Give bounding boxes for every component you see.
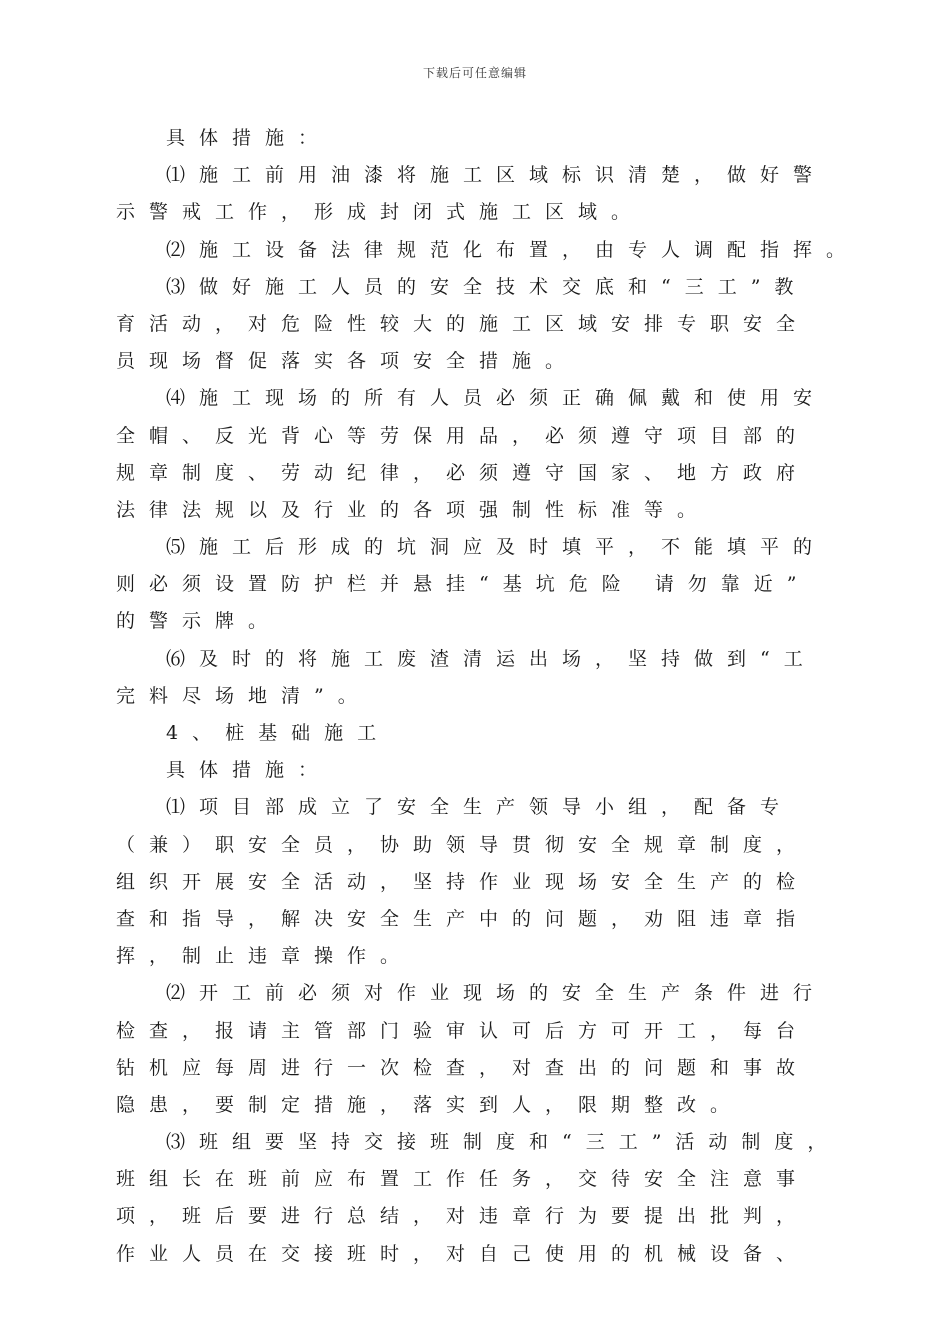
text-line: 的警示牌。 [116,610,282,633]
text-line: 具体措施： [166,759,332,782]
text-line: 班组长在班前应布置工作任务，交待安全注意事 [116,1168,810,1191]
text-line: ⑷施工现场的所有人员必须正确佩戴和使用安 [166,387,827,410]
text-line: ⑵开工前必须对作业现场的安全生产条件进行 [166,982,827,1005]
text-line: ⑶做好施工人员的安全技术交底和“三工”教 [166,275,808,298]
text-line: 示警戒工作，形成封闭式施工区域。 [116,201,645,224]
text-line: 则必须设置防护栏并悬挂“基坑危险 请勿靠近” [116,573,811,596]
text-line: 4、桩基础施工 [166,722,391,744]
text-line: ⑹及时的将施工废渣清运出场，坚持做到“工 [166,647,817,670]
text-line: 查和指导，解决安全生产中的问题，劝阻违章指 [116,907,810,930]
text-line: ⑴项目部成立了安全生产领导小组，配备专 [166,796,794,819]
text-line: 规章制度、劳动纪律，必须遵守国家、地方政府 [116,461,810,484]
text-line: 全帽、反光背心等劳保用品，必须遵守项目部的 [116,424,810,447]
text-line: 员现场督促落实各项安全措施。 [116,350,579,373]
text-line: ⑸施工后形成的坑洞应及时填平，不能填平的 [166,536,827,559]
text-line: 挥，制止违章操作。 [116,945,414,968]
body-text [116,120,860,1273]
text-line: 具体措施： [166,127,332,149]
text-line: 作业人员在交接班时，对自己使用的机械设备、 [116,1242,810,1265]
text-line: 完料尽场地清”。 [116,684,371,707]
text-line: 法律法规以及行业的各项强制性标准等。 [116,498,711,521]
text-line: 检查，报请主管部门验审认可后方可开工，每台 [116,1019,810,1042]
text-line: 钻机应每周进行一次检查，对查出的问题和事故 [116,1056,810,1079]
text-line: 隐患，要制定措施，落实到人，限期整改。 [116,1093,744,1116]
text-line: ⑴施工前用油漆将施工区域标识清楚，做好警 [166,164,827,187]
page-header: 下载后可任意编辑 [422,66,527,80]
text-line: ⑶班组要坚持交接班制度和“三工”活动制度， [166,1131,841,1154]
text-line: 育活动，对危险性较大的施工区域安排专职安全 [116,312,810,335]
text-line: （兼）职安全员，协助领导贯彻安全规章制度， [116,833,810,856]
text-line: 组织开展安全活动，坚持作业现场安全生产的检 [116,870,810,893]
text-line: ⑵施工设备法律规范化布置，由专人调配指挥。 [166,238,860,261]
text-line: 项，班后要进行总结，对违章行为要提出批判， [116,1205,810,1228]
